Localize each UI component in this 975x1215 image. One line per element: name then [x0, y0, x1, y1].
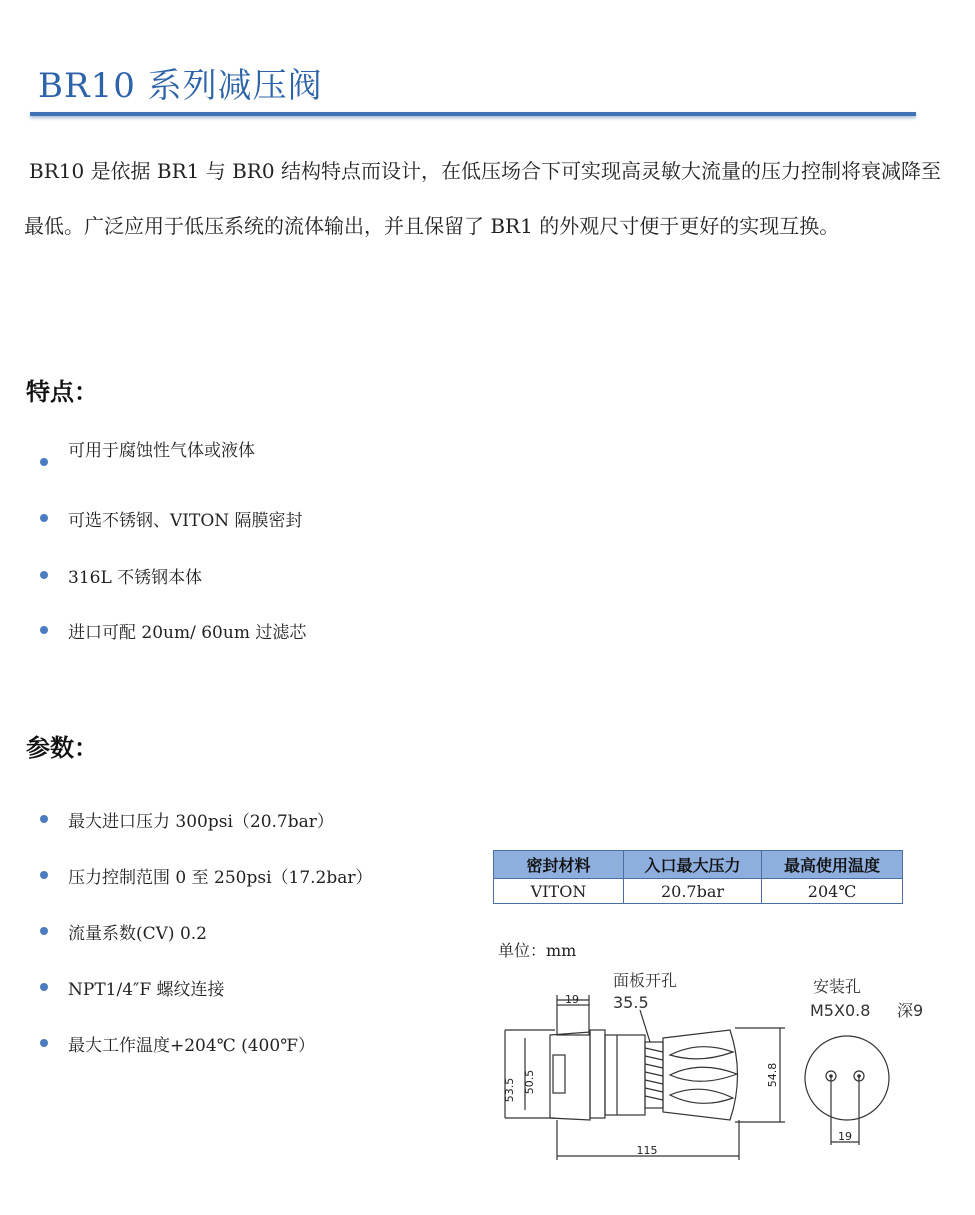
dim-53-5: 53.5 — [503, 1077, 516, 1103]
spec-cell: 20.7bar — [624, 879, 762, 904]
bullet-dot-icon — [40, 983, 48, 991]
spec-header-cell: 入口最大压力 — [624, 851, 762, 879]
spec-header-cell: 密封材料 — [494, 851, 624, 879]
bullet-dot-icon — [40, 458, 48, 466]
spec-cell: VITON — [494, 879, 624, 904]
bullet-dot-icon — [40, 815, 48, 823]
dim-19-hole: 19 — [838, 1130, 852, 1143]
panel-cutout-value: 35.5 — [613, 993, 649, 1012]
mounting-hole-depth: 深9 — [897, 1001, 924, 1020]
dim-115: 115 — [636, 1144, 658, 1157]
unit-label: 单位：mm — [498, 941, 577, 960]
dim-54-8: 54.8 — [766, 1062, 779, 1088]
spec-header-cell: 最高使用温度 — [762, 851, 903, 879]
mounting-hole-label: 安装孔 — [813, 977, 862, 996]
technical-drawing — [495, 960, 945, 1165]
bullet-dot-icon — [40, 927, 48, 935]
bullet-dot-icon — [40, 571, 48, 579]
spec-table-header-row — [494, 851, 903, 879]
spec-table — [493, 850, 903, 904]
dim-19-top: 19 — [565, 993, 579, 1006]
panel-cutout-label: 面板开孔 — [613, 971, 678, 990]
spec-table-row — [494, 879, 903, 904]
intro-paragraph: BR10 是依据 BR1 与 BR0 结构特点而设计，在低压场合下可实现高灵敏大流量的压力控制将衰减降至最低。广泛应用于低压系统的流体输出，并且保留了 BR1 的外观尺寸便于更好的实现互换。 — [24, 159, 941, 238]
page-title: BR10 系列减压阀 — [38, 66, 323, 106]
title-underline — [30, 112, 916, 116]
features-heading: 特点： — [26, 378, 98, 406]
params-heading: 参数： — [26, 734, 98, 762]
bullet-dot-icon — [40, 1039, 48, 1047]
spec-cell: 204℃ — [762, 879, 903, 904]
dim-50-5: 50.5 — [523, 1069, 536, 1095]
bullet-dot-icon — [40, 871, 48, 879]
bullet-dot-icon — [40, 514, 48, 522]
mounting-hole-spec: M5X0.8 — [810, 1001, 871, 1020]
bullet-dot-icon — [40, 626, 48, 634]
